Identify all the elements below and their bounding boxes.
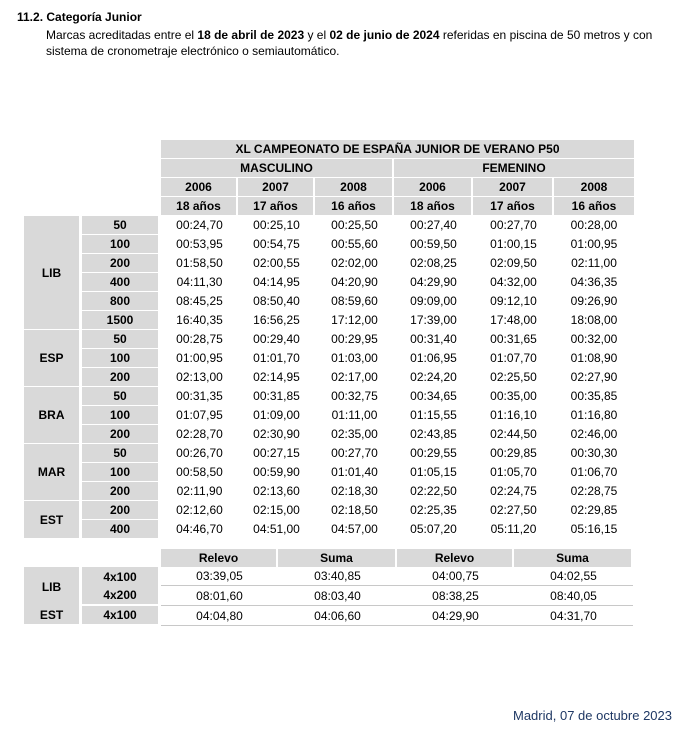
time-cell: 04:00,75 [397,567,514,586]
time-cell: 04:14,95 [238,273,315,292]
distance-label: 200 [82,501,161,520]
time-cell: 02:43,85 [394,425,473,444]
intro-text-1: Marcas acreditadas entre el [46,28,198,42]
time-cell: 00:54,75 [238,235,315,254]
time-cell: 02:30,90 [238,425,315,444]
age-header: 17 años [238,197,315,216]
time-cell: 00:25,50 [315,216,394,235]
year-header: 2006 [161,178,238,197]
distance-label: 100 [82,349,161,368]
time-cell: 17:12,00 [315,311,394,330]
distance-label: 4x200 [82,586,161,606]
time-cell: 02:27,50 [473,501,554,520]
time-cell: 01:03,00 [315,349,394,368]
time-cell: 00:31,85 [238,387,315,406]
age-header: 18 años [394,197,473,216]
time-cell: 02:29,85 [554,501,634,520]
blank-cell [82,140,161,159]
stroke-label: LIB [24,216,82,330]
table-row [24,463,634,482]
table-row [24,520,634,539]
time-cell: 02:22,50 [394,482,473,501]
time-cell: 04:32,00 [473,273,554,292]
section-heading: 11.2. Categoría Junior [17,10,142,24]
time-cell: 08:01,60 [161,586,278,606]
table-row [24,349,634,368]
distance-label: 400 [82,520,161,539]
table-row [24,311,634,330]
time-cell: 01:01,40 [315,463,394,482]
time-cell: 01:01,70 [238,349,315,368]
relay-header: Suma [278,549,397,567]
time-cell: 02:24,75 [473,482,554,501]
time-cell: 01:00,15 [473,235,554,254]
time-cell: 05:07,20 [394,520,473,539]
distance-label: 200 [82,425,161,444]
distance-label: 200 [82,254,161,273]
time-cell: 00:25,10 [238,216,315,235]
time-cell: 04:02,55 [514,567,633,586]
time-cell: 00:59,50 [394,235,473,254]
time-cell: 01:09,00 [238,406,315,425]
time-cell: 00:32,00 [554,330,634,349]
time-cell: 02:02,00 [315,254,394,273]
time-cell: 02:08,25 [394,254,473,273]
table-row [24,254,634,273]
time-cell: 02:25,50 [473,368,554,387]
relay-row [24,586,633,606]
time-cell: 04:46,70 [161,520,238,539]
time-cell: 02:12,60 [161,501,238,520]
year-header: 2007 [473,178,554,197]
time-cell: 04:29,90 [394,273,473,292]
time-cell: 08:40,05 [514,586,633,606]
time-cell: 02:14,95 [238,368,315,387]
time-cell: 04:11,30 [161,273,238,292]
table-row [24,482,634,501]
relay-header: Relevo [397,549,514,567]
time-cell: 00:58,50 [161,463,238,482]
time-cell: 00:31,35 [161,387,238,406]
year-header: 2006 [394,178,473,197]
table-row [24,501,634,520]
intro-text-3: referidas en piscina de 50 metros y con sistema de cronometraje electrónico o semiautomático. [46,28,653,58]
intro-text-2: y el [304,28,330,42]
age-row [24,197,634,216]
time-cell: 02:09,50 [473,254,554,273]
time-cell: 04:31,70 [514,606,633,626]
table-row [24,330,634,349]
relay-header-row [24,549,633,567]
time-cell: 00:34,65 [394,387,473,406]
time-cell: 00:31,40 [394,330,473,349]
time-cell: 04:51,00 [238,520,315,539]
time-cell: 00:27,15 [238,444,315,463]
intro-start-date: 18 de abril de 2023 [197,28,305,42]
distance-label: 100 [82,235,161,254]
time-cell: 01:16,10 [473,406,554,425]
age-header: 16 años [315,197,394,216]
time-cell: 00:53,95 [161,235,238,254]
time-cell: 01:06,95 [394,349,473,368]
time-cell: 02:15,00 [238,501,315,520]
time-cell: 02:18,50 [315,501,394,520]
time-cell: 08:03,40 [278,586,397,606]
time-cell: 01:06,70 [554,463,634,482]
blank-cell [24,197,82,216]
blank-cell [82,159,161,178]
table-row [24,235,634,254]
distance-label: 400 [82,273,161,292]
time-cell: 00:35,85 [554,387,634,406]
time-cell: 01:05,70 [473,463,554,482]
distance-label: 800 [82,292,161,311]
time-cell: 00:35,00 [473,387,554,406]
time-cell: 00:59,90 [238,463,315,482]
distance-label: 200 [82,368,161,387]
age-header: 18 años [161,197,238,216]
distance-label: 4x100 [82,567,161,586]
blank-cell [24,140,82,159]
time-cell: 00:30,30 [554,444,634,463]
blank-cell [24,549,82,567]
age-header: 17 años [473,197,554,216]
time-cell: 01:00,95 [161,349,238,368]
year-row [24,178,634,197]
gender-row [24,159,634,178]
time-cell: 08:50,40 [238,292,315,311]
time-cell: 00:29,95 [315,330,394,349]
year-header: 2008 [554,178,634,197]
time-cell: 00:26,70 [161,444,238,463]
time-cell: 01:15,55 [394,406,473,425]
blank-cell [82,197,161,216]
time-cell: 00:27,70 [315,444,394,463]
relay-row [24,567,633,586]
table-row [24,387,634,406]
stroke-label: MAR [24,444,82,501]
time-cell: 04:57,00 [315,520,394,539]
relay-times-table [24,549,633,626]
time-cell: 08:59,60 [315,292,394,311]
time-cell: 00:32,75 [315,387,394,406]
blank-cell [82,178,161,197]
time-cell: 02:24,20 [394,368,473,387]
distance-label: 4x100 [82,606,161,626]
stroke-label: LIB [24,567,82,606]
time-cell: 02:44,50 [473,425,554,444]
time-cell: 00:28,75 [161,330,238,349]
time-cell: 16:40,35 [161,311,238,330]
time-cell: 05:11,20 [473,520,554,539]
distance-label: 50 [82,216,161,235]
time-cell: 02:13,60 [238,482,315,501]
time-cell: 09:26,90 [554,292,634,311]
time-cell: 02:28,70 [161,425,238,444]
time-cell: 04:36,35 [554,273,634,292]
time-cell: 16:56,25 [238,311,315,330]
time-cell: 04:20,90 [315,273,394,292]
time-cell: 09:09,00 [394,292,473,311]
qualifying-times-body [24,140,634,539]
place-date: Madrid, 07 de octubre 2023 [513,708,672,723]
table-row [24,273,634,292]
age-header: 16 años [554,197,634,216]
time-cell: 02:17,00 [315,368,394,387]
relay-row [24,606,633,626]
stroke-label: EST [24,606,82,626]
time-cell: 02:18,30 [315,482,394,501]
stroke-label: BRA [24,387,82,444]
time-cell: 02:11,90 [161,482,238,501]
time-cell: 00:31,65 [473,330,554,349]
table-title: XL CAMPEONATO DE ESPAÑA JUNIOR DE VERANO P50 [161,140,634,159]
section-intro [46,27,686,59]
time-cell: 00:29,85 [473,444,554,463]
time-cell: 05:16,15 [554,520,634,539]
time-cell: 17:48,00 [473,311,554,330]
time-cell: 01:16,80 [554,406,634,425]
relay-times-body [24,549,633,626]
time-cell: 00:27,40 [394,216,473,235]
blank-cell [24,159,82,178]
time-cell: 00:29,40 [238,330,315,349]
time-cell: 03:40,85 [278,567,397,586]
time-cell: 01:07,70 [473,349,554,368]
time-cell: 01:05,15 [394,463,473,482]
time-cell: 02:25,35 [394,501,473,520]
time-cell: 02:27,90 [554,368,634,387]
distance-label: 50 [82,387,161,406]
time-cell: 00:27,70 [473,216,554,235]
stroke-label: ESP [24,330,82,387]
time-cell: 03:39,05 [161,567,278,586]
time-cell: 04:06,60 [278,606,397,626]
time-cell: 00:28,00 [554,216,634,235]
relay-header: Relevo [161,549,278,567]
time-cell: 18:08,00 [554,311,634,330]
blank-cell [82,549,161,567]
relay-header: Suma [514,549,633,567]
distance-label: 1500 [82,311,161,330]
time-cell: 02:28,75 [554,482,634,501]
time-cell: 02:13,00 [161,368,238,387]
time-cell: 08:45,25 [161,292,238,311]
distance-label: 50 [82,330,161,349]
time-cell: 01:00,95 [554,235,634,254]
table-row [24,406,634,425]
time-cell: 01:58,50 [161,254,238,273]
time-cell: 04:04,80 [161,606,278,626]
distance-label: 50 [82,444,161,463]
time-cell: 08:38,25 [397,586,514,606]
time-cell: 02:46,00 [554,425,634,444]
table-row [24,444,634,463]
time-cell: 00:29,55 [394,444,473,463]
time-cell: 17:39,00 [394,311,473,330]
table-row [24,368,634,387]
time-cell: 09:12,10 [473,292,554,311]
time-cell: 00:24,70 [161,216,238,235]
distance-label: 100 [82,463,161,482]
time-cell: 02:11,00 [554,254,634,273]
table-row [24,216,634,235]
distance-label: 200 [82,482,161,501]
time-cell: 02:35,00 [315,425,394,444]
gender-header: MASCULINO [161,159,394,178]
time-cell: 01:08,90 [554,349,634,368]
time-cell: 01:11,00 [315,406,394,425]
gender-header: FEMENINO [394,159,634,178]
year-header: 2008 [315,178,394,197]
time-cell: 01:07,95 [161,406,238,425]
time-cell: 00:55,60 [315,235,394,254]
qualifying-times-table [24,140,634,539]
time-cell: 02:00,55 [238,254,315,273]
distance-label: 100 [82,406,161,425]
stroke-label: EST [24,501,82,539]
blank-cell [24,178,82,197]
intro-end-date: 02 de junio de 2024 [329,28,440,42]
title-row [24,140,634,159]
year-header: 2007 [238,178,315,197]
table-row [24,425,634,444]
table-row [24,292,634,311]
time-cell: 04:29,90 [397,606,514,626]
